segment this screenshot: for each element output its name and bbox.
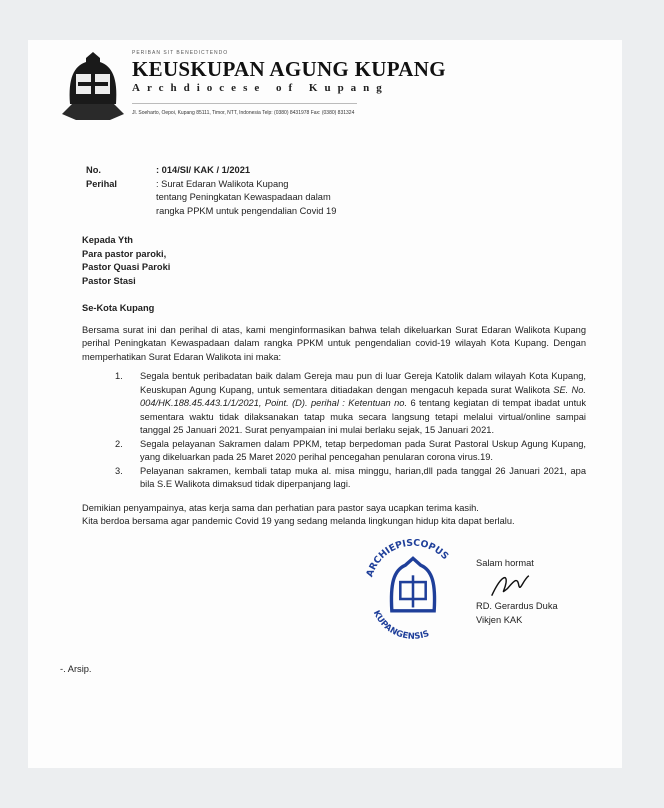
- letterhead-subtitle: Archdiocese of Kupang: [132, 82, 389, 94]
- list-item: [115, 370, 586, 438]
- letterhead-divider: [132, 103, 357, 104]
- subject-line: tentang Peningkatan Kewaspadaan dalam: [156, 192, 331, 202]
- list-item: [115, 438, 586, 465]
- subject-line: : Surat Edaran Walikota Kupang: [156, 178, 289, 189]
- recipients: [82, 234, 586, 288]
- item-text: Segala bentuk peribadatan baik dalam Gereja mau pun di luar Gereja Katolik dalam wilayah Kota Kupang, Keuskupan Agung Kupang, untuk sementara ditiadakan dengan mengacuh kepada surat Walikota: [140, 371, 586, 395]
- recipient-line: Para pastor paroki,: [82, 248, 167, 259]
- item-text: Segala pelayanan Sakramen dalam PPKM, tetap berpedoman pada Surat Pastoral Uskup Agung Kupang, yang dikeluarkan pada 25 Maret 2020 perihal pencegahan penularan corona virus.19.: [140, 438, 586, 462]
- subject-line: rangka PPKM untuk pengendalian Covid 19: [156, 205, 337, 216]
- svg-text:KUPANGENSIS: [372, 608, 431, 640]
- closing: [82, 502, 586, 529]
- item-number: 1.: [115, 371, 123, 381]
- letter-page: [28, 40, 622, 768]
- closing-line: Demikian penyampainya, atas kerja sama dan perhatian para pastor saya ucapkan terima kasih.: [82, 502, 479, 513]
- recipient-line: Pastor Quasi Paroki: [82, 262, 171, 272]
- archdiocese-logo-icon: [60, 48, 126, 124]
- handwritten-signature-icon: [476, 570, 546, 600]
- signature-block: [60, 533, 586, 643]
- signatory-position: Vikjen KAK: [476, 614, 523, 625]
- item-number: 3.: [115, 465, 123, 476]
- stamp-top-text: ARCHIEPISCOPUS: [364, 537, 451, 578]
- intro-paragraph: Bersama surat ini dan perihal di atas, kami menginformasikan bahwa telah dikeluarkan Surat Edaran Walikota Kupang perihal Peningkatan Kewaspadaan dalam rangka PPKM untuk pengendalian covid-19 wilayah Kota Kupang. Dengan memperhatikan Surat Edaran Walikota ini maka:: [82, 324, 586, 362]
- letter-header: [86, 164, 586, 218]
- list-item: [115, 465, 586, 492]
- signatory-name: RD. Gerardus Duka: [476, 601, 558, 611]
- subject-label: Perihal: [86, 178, 118, 189]
- official-stamp-icon: [358, 533, 468, 643]
- item-reference: SE. No. 004/HK.188.45.443.1/1/2021, Point. (D). perihal : Ketentuan no.: [140, 384, 586, 408]
- item-number: 2.: [115, 438, 123, 449]
- letterhead: [60, 48, 586, 124]
- letterhead-address: Jl. Soeharto, Oepoi, Kupang 85111, Timor, NTT, Indonesia Telp: (0380) 8431978 Fax: (0380) 831324: [132, 110, 355, 116]
- number-value: : 014/SI/ KAK / 1/2021: [156, 165, 251, 175]
- greeting: Salam hormat: [476, 557, 534, 568]
- item-list: [115, 370, 586, 492]
- letterhead-motto: PERIBAN SIT BENEDICTENDO: [132, 50, 229, 56]
- item-text: 6 tentang kegiatan di tempat ibadat untuk sementara waktu tidak dilaksanakan tatap muka secara langsung tetapi melalui virtual/online sampai tanggal 25 Januari 2021. Surat penyampaian ini mulai berlaku sejak, 15 Januari 2021.: [140, 398, 586, 435]
- closing-line: Kita berdoa bersama agar pandemic Covid 19 yang sedang melanda lingkungan hidup kita dapat berlalu.: [82, 516, 515, 526]
- number-label: No.: [86, 165, 101, 175]
- stamp-bottom-text: KUPANGENSIS: [371, 608, 431, 641]
- letterhead-title: KEUSKUPAN AGUNG KUPANG: [132, 57, 446, 81]
- city-line: Se-Kota Kupang: [82, 303, 155, 313]
- item-text: Pelayanan sakramen, kembali tatap muka al. misa minggu, harian,dll pada tanggal 26 Januari 2021, apa bila S.E Walikota dimaksud tidak diperpanjang lagi.: [140, 465, 586, 489]
- recipient-line: Kepada Yth: [82, 235, 133, 245]
- svg-text:ARCHIEPISCOPUS: [364, 537, 450, 578]
- archive-note: -. Arsip.: [60, 663, 92, 674]
- recipient-line: Pastor Stasi: [82, 275, 136, 286]
